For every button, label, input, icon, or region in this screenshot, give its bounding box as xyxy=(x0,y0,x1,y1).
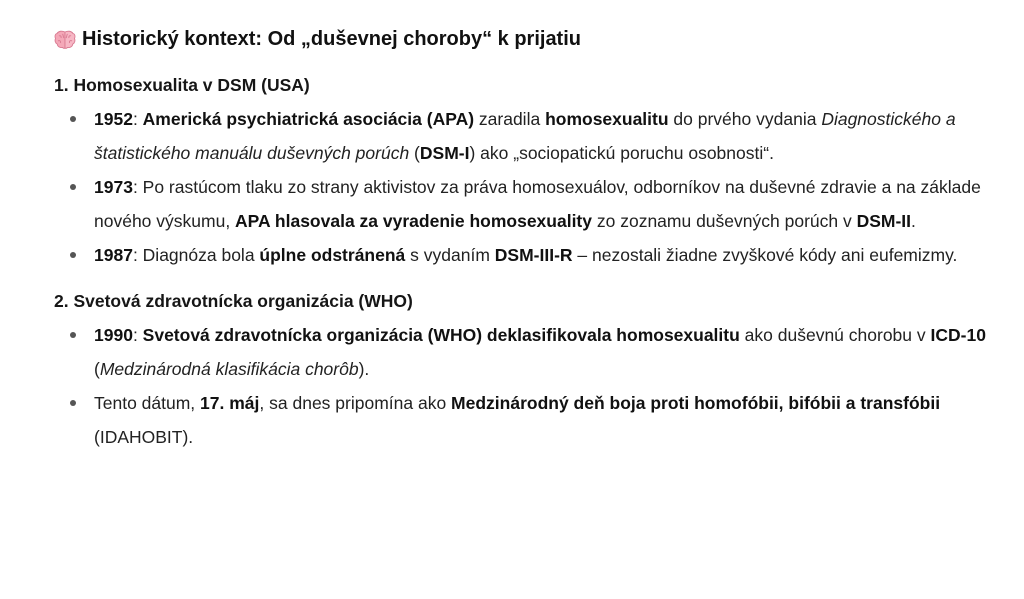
section-title-dsm: 1. Homosexualita v DSM (USA) xyxy=(54,75,310,95)
list-item: Tento dátum, 17. máj, sa dnes pripomína ako Medzinárodný deň boja proti homofóbii, bifóbii a transfóbii (IDAHOBIT). xyxy=(54,386,994,454)
list-item: 1987: Diagnóza bola úplne odstránená s vydaním DSM-III-R – nezostali žiadne zvyškové kódy ani eufemizmy. xyxy=(54,238,994,272)
section-title-who: 2. Svetová zdravotnícka organizácia (WHO) xyxy=(54,291,413,311)
dsm-list xyxy=(54,102,994,272)
list-item: 1990: Svetová zdravotnícka organizácia (WHO) deklasifikovala homosexualitu ako duševnú chorobu v ICD-10 (Medzinárodná klasifikácia chorôb). xyxy=(54,318,994,386)
brain-icon xyxy=(54,30,76,50)
list-item: 1952: Americká psychiatrická asociácia (APA) zaradila homosexualitu do prvého vydania Diagnostického a štatistického manuálu duševných porúch (DSM-I) ako „sociopatickú poruchu osobnosti“. xyxy=(54,102,994,170)
list-item: 1973: Po rastúcom tlaku zo strany aktivistov za práva homosexuálov, odborníkov na duševné zdravie a na základe nového výskumu, APA hlasovala za vyradenie homosexuality zo zoznamu duševných porúch v DSM-II. xyxy=(54,170,994,238)
section-heading xyxy=(54,24,994,54)
who-list xyxy=(54,318,994,454)
heading-text: Historický kontext: Od „duševnej choroby“ k prijatiu xyxy=(82,27,581,50)
